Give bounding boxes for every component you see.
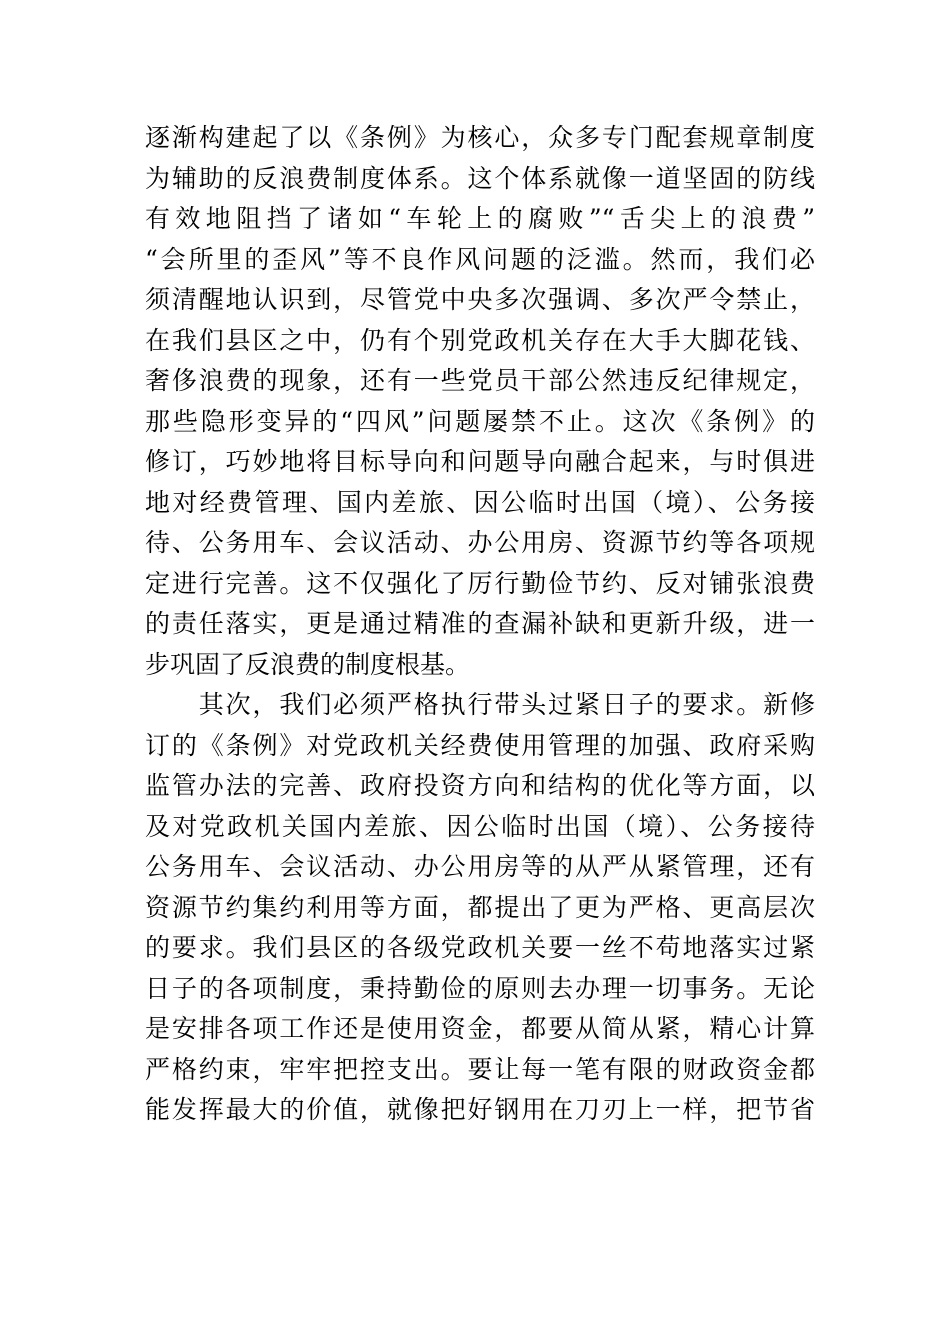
text-line-3: 有效地阻挡了诸如“车轮上的腐败”“舌尖上的浪费” bbox=[145, 204, 815, 233]
text-line-8: 那些隐形变异的“四风”问题屡禁不止。这次《条例》的 bbox=[145, 406, 815, 436]
text-line-24: 严格约束，牢牢把控支出。要让每一笔有限的财政资金都 bbox=[145, 1054, 815, 1084]
text-line-10: 地对经费管理、国内差旅、因公临时出国（境）、公务接 bbox=[145, 487, 815, 517]
text-line-22: 日子的各项制度，秉持勤俭的原则去办理一切事务。无论 bbox=[145, 973, 815, 1003]
text-line-5: 须清醒地认识到，尽管党中央多次强调、多次严令禁止， bbox=[145, 285, 815, 314]
text-line-13: 的责任落实，更是通过精准的查漏补缺和更新升级，进一 bbox=[145, 609, 815, 638]
text-line-1: 逐渐构建起了以《条例》为核心，众多专门配套规章制度 bbox=[145, 123, 815, 152]
text-line-11: 待、公务用车、会议活动、办公用房、资源节约等各项规 bbox=[145, 528, 815, 557]
text-line-23: 是安排各项工作还是使用资金，都要从简从紧，精心计算 bbox=[145, 1014, 815, 1043]
text-line-9: 修订，巧妙地将目标导向和问题导向融合起来，与时俱进 bbox=[145, 447, 815, 476]
text-line-21: 的要求。我们县区的各级党政机关要一丝不苟地落实过紧 bbox=[145, 933, 815, 962]
text-line-6: 在我们县区之中，仍有个别党政机关存在大手大脚花钱、 bbox=[145, 325, 815, 355]
text-line-7: 奢侈浪费的现象，还有一些党员干部公然违反纪律规定， bbox=[145, 366, 815, 395]
text-line-12: 定进行完善。这不仅强化了厉行勤俭节约、反对铺张浪费 bbox=[145, 568, 815, 598]
text-line-15: 其次，我们必须严格执行带头过紧日子的要求。新修 bbox=[145, 690, 815, 719]
text-line-25: 能发挥最大的价值，就像把好钢用在刀刃上一样，把节省 bbox=[145, 1095, 815, 1124]
text-line-18: 及对党政机关国内差旅、因公临时出国（境）、公务接待 bbox=[145, 811, 815, 841]
text-line-14: 步巩固了反浪费的制度根基。 bbox=[145, 649, 471, 679]
text-line-20: 资源节约集约利用等方面，都提出了更为严格、更高层次 bbox=[145, 892, 815, 922]
text-line-19: 公务用车、会议活动、办公用房等的从严从紧管理，还有 bbox=[145, 852, 815, 881]
text-line-17: 监管办法的完善、政府投资方向和结构的优化等方面，以 bbox=[145, 771, 815, 800]
text-line-16: 订的《条例》对党政机关经费使用管理的加强、政府采购 bbox=[145, 730, 815, 760]
document-body bbox=[145, 118, 815, 1131]
text-line-2: 为辅助的反浪费制度体系。这个体系就像一道坚固的防线 bbox=[145, 163, 815, 193]
text-line-4: “会所里的歪风”等不良作风问题的泛滥。然而，我们必 bbox=[145, 244, 815, 274]
